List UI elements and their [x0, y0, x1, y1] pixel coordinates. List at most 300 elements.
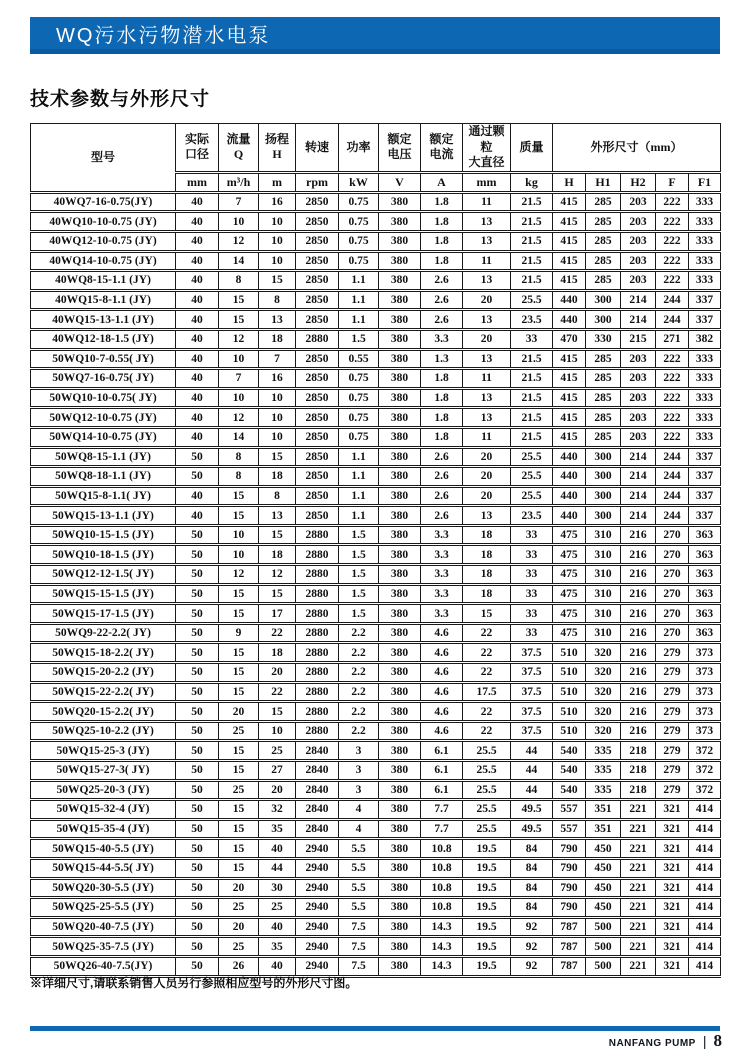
value-cell: 12 [219, 231, 259, 251]
value-cell: 0.75 [339, 251, 379, 271]
value-cell: 8 [219, 271, 259, 291]
value-cell: 2.2 [339, 663, 379, 683]
value-cell: 50 [176, 623, 219, 643]
value-cell: 470 [553, 329, 586, 349]
value-cell: 18 [463, 584, 511, 604]
table-row [31, 623, 721, 643]
value-cell: 20 [259, 780, 296, 800]
model-cell: 50WQ15-13-1.1 (JY) [31, 506, 176, 526]
value-cell: 25.5 [463, 780, 511, 800]
value-cell: 351 [586, 819, 621, 839]
value-cell: 310 [586, 565, 621, 585]
table-row [31, 682, 721, 702]
table-row [31, 839, 721, 859]
value-cell: 21.5 [511, 369, 553, 389]
value-cell: 216 [621, 565, 656, 585]
value-cell: 203 [621, 231, 656, 251]
value-cell: 285 [586, 369, 621, 389]
value-cell: 415 [553, 427, 586, 447]
value-cell: 25.5 [511, 486, 553, 506]
value-cell: 321 [656, 878, 689, 898]
value-cell: 8 [259, 290, 296, 310]
value-cell: 13 [463, 349, 511, 369]
value-cell: 380 [379, 506, 421, 526]
value-cell: 44 [511, 780, 553, 800]
page-header-banner [30, 17, 720, 54]
value-cell: 4 [339, 819, 379, 839]
model-cell: 50WQ26-40-7.5(JY) [31, 956, 176, 976]
value-cell: 3.3 [421, 584, 463, 604]
value-cell: 15 [259, 584, 296, 604]
value-cell: 17.5 [463, 682, 511, 702]
value-cell: 215 [621, 329, 656, 349]
value-cell: 0.75 [339, 192, 379, 212]
value-cell: 21.5 [511, 231, 553, 251]
value-cell: 20 [463, 447, 511, 467]
value-cell: 475 [553, 565, 586, 585]
value-cell: 18 [259, 329, 296, 349]
value-cell: 15 [259, 447, 296, 467]
value-cell: 14 [219, 427, 259, 447]
value-cell: 203 [621, 192, 656, 212]
value-cell: 25.5 [511, 447, 553, 467]
table-row [31, 408, 721, 428]
value-cell: 21.5 [511, 271, 553, 291]
value-cell: 11 [463, 192, 511, 212]
value-cell: 23.5 [511, 310, 553, 330]
model-cell: 50WQ10-7-0.55( JY) [31, 349, 176, 369]
value-cell: 380 [379, 800, 421, 820]
value-cell: 15 [463, 604, 511, 624]
value-cell: 285 [586, 349, 621, 369]
value-cell: 2.6 [421, 447, 463, 467]
footnote: ※详细尺寸,请联系销售人员另行参照相应型号的外形尺寸图。 [30, 976, 358, 990]
table-row [31, 702, 721, 722]
value-cell: 40 [176, 310, 219, 330]
value-cell: 22 [259, 623, 296, 643]
value-cell: 279 [656, 780, 689, 800]
value-cell: 221 [621, 800, 656, 820]
value-cell: 25.5 [463, 819, 511, 839]
value-cell: 1.1 [339, 271, 379, 291]
value-cell: 10 [219, 388, 259, 408]
value-cell: 380 [379, 819, 421, 839]
value-cell: 40 [176, 388, 219, 408]
value-cell: 44 [511, 741, 553, 761]
value-cell: 2940 [296, 917, 339, 937]
value-cell: 15 [219, 663, 259, 683]
value-cell: 244 [656, 506, 689, 526]
value-cell: 221 [621, 878, 656, 898]
value-cell: 0.75 [339, 408, 379, 428]
value-cell: 380 [379, 447, 421, 467]
value-cell: 380 [379, 329, 421, 349]
value-cell: 790 [553, 878, 586, 898]
value-cell: 510 [553, 702, 586, 722]
value-cell: 203 [621, 388, 656, 408]
value-cell: 1.8 [421, 192, 463, 212]
value-cell: 5.5 [339, 858, 379, 878]
value-cell: 21.5 [511, 388, 553, 408]
value-cell: 218 [621, 780, 656, 800]
column-header: 转速 [296, 124, 339, 173]
value-cell: 221 [621, 937, 656, 957]
value-cell: 19.5 [463, 898, 511, 918]
value-cell: 2850 [296, 467, 339, 487]
value-cell: 49.5 [511, 800, 553, 820]
model-cell: 40WQ7-16-0.75(JY) [31, 192, 176, 212]
value-cell: 380 [379, 604, 421, 624]
value-cell: 221 [621, 956, 656, 976]
value-cell: 18 [259, 545, 296, 565]
table-row [31, 310, 721, 330]
value-cell: 414 [689, 937, 721, 957]
value-cell: 2850 [296, 486, 339, 506]
value-cell: 50 [176, 525, 219, 545]
value-cell: 8 [259, 486, 296, 506]
value-cell: 13 [259, 506, 296, 526]
value-cell: 50 [176, 663, 219, 683]
value-cell: 2840 [296, 780, 339, 800]
value-cell: 4.6 [421, 643, 463, 663]
value-cell: 3.3 [421, 545, 463, 565]
value-cell: 216 [621, 682, 656, 702]
value-cell: 1.1 [339, 290, 379, 310]
value-cell: 13 [463, 231, 511, 251]
column-unit: kg [511, 172, 553, 192]
value-cell: 380 [379, 486, 421, 506]
value-cell: 50 [176, 956, 219, 976]
value-cell: 218 [621, 761, 656, 781]
table-row [31, 251, 721, 271]
value-cell: 25.5 [511, 467, 553, 487]
value-cell: 510 [553, 721, 586, 741]
value-cell: 333 [689, 251, 721, 271]
value-cell: 2840 [296, 800, 339, 820]
value-cell: 244 [656, 447, 689, 467]
value-cell: 221 [621, 898, 656, 918]
value-cell: 285 [586, 427, 621, 447]
value-cell: 18 [463, 545, 511, 565]
value-cell: 10 [219, 212, 259, 232]
value-cell: 321 [656, 839, 689, 859]
value-cell: 15 [219, 682, 259, 702]
value-cell: 203 [621, 251, 656, 271]
value-cell: 337 [689, 447, 721, 467]
value-cell: 12 [259, 565, 296, 585]
value-cell: 440 [553, 486, 586, 506]
value-cell: 0.75 [339, 231, 379, 251]
column-header: 扬程 H [259, 124, 296, 173]
value-cell: 500 [586, 937, 621, 957]
value-cell: 310 [586, 623, 621, 643]
value-cell: 50 [176, 761, 219, 781]
value-cell: 20 [463, 290, 511, 310]
value-cell: 25 [259, 741, 296, 761]
value-cell: 414 [689, 898, 721, 918]
value-cell: 2880 [296, 721, 339, 741]
value-cell: 216 [621, 702, 656, 722]
model-cell: 50WQ20-15-2.2( JY) [31, 702, 176, 722]
model-cell: 50WQ14-10-0.75 (JY) [31, 427, 176, 447]
model-cell: 50WQ15-17-1.5 (JY) [31, 604, 176, 624]
value-cell: 380 [379, 956, 421, 976]
value-cell: 2850 [296, 388, 339, 408]
value-cell: 203 [621, 349, 656, 369]
value-cell: 33 [511, 623, 553, 643]
value-cell: 540 [553, 761, 586, 781]
table-row [31, 937, 721, 957]
value-cell: 2850 [296, 447, 339, 467]
value-cell: 557 [553, 800, 586, 820]
spec-table [30, 123, 721, 978]
value-cell: 214 [621, 467, 656, 487]
value-cell: 450 [586, 858, 621, 878]
value-cell: 50 [176, 800, 219, 820]
column-header: 流量 Q [219, 124, 259, 173]
value-cell: 12 [219, 565, 259, 585]
value-cell: 40 [259, 917, 296, 937]
value-cell: 321 [656, 917, 689, 937]
value-cell: 40 [176, 329, 219, 349]
value-cell: 333 [689, 212, 721, 232]
value-cell: 12 [219, 329, 259, 349]
value-cell: 2850 [296, 349, 339, 369]
value-cell: 222 [656, 212, 689, 232]
dimension-column-header: H2 [621, 172, 656, 192]
value-cell: 40 [176, 290, 219, 310]
value-cell: 6.1 [421, 761, 463, 781]
value-cell: 510 [553, 663, 586, 683]
value-cell: 380 [379, 702, 421, 722]
value-cell: 4.6 [421, 702, 463, 722]
value-cell: 7 [219, 192, 259, 212]
model-cell: 50WQ7-16-0.75( JY) [31, 369, 176, 389]
value-cell: 2940 [296, 839, 339, 859]
value-cell: 10 [259, 721, 296, 741]
value-cell: 27 [259, 761, 296, 781]
value-cell: 40 [176, 506, 219, 526]
value-cell: 1.8 [421, 369, 463, 389]
value-cell: 2850 [296, 212, 339, 232]
value-cell: 44 [259, 858, 296, 878]
value-cell: 10.8 [421, 839, 463, 859]
value-cell: 373 [689, 663, 721, 683]
value-cell: 1.1 [339, 486, 379, 506]
value-cell: 18 [463, 565, 511, 585]
value-cell: 15 [219, 800, 259, 820]
value-cell: 218 [621, 741, 656, 761]
value-cell: 2880 [296, 702, 339, 722]
value-cell: 300 [586, 310, 621, 330]
value-cell: 321 [656, 898, 689, 918]
value-cell: 2850 [296, 427, 339, 447]
footer-separator: | [702, 1033, 707, 1049]
value-cell: 33 [511, 525, 553, 545]
value-cell: 214 [621, 447, 656, 467]
value-cell: 84 [511, 878, 553, 898]
value-cell: 10 [259, 231, 296, 251]
value-cell: 333 [689, 192, 721, 212]
value-cell: 50 [176, 643, 219, 663]
value-cell: 1.8 [421, 251, 463, 271]
value-cell: 10 [259, 251, 296, 271]
value-cell: 22 [259, 682, 296, 702]
value-cell: 244 [656, 290, 689, 310]
value-cell: 50 [176, 878, 219, 898]
model-cell: 50WQ10-10-0.75( JY) [31, 388, 176, 408]
value-cell: 15 [219, 741, 259, 761]
value-cell: 15 [219, 839, 259, 859]
column-unit: mm [463, 172, 511, 192]
value-cell: 337 [689, 467, 721, 487]
model-cell: 50WQ20-30-5.5 (JY) [31, 878, 176, 898]
table-row [31, 878, 721, 898]
value-cell: 11 [463, 251, 511, 271]
value-cell: 14.3 [421, 937, 463, 957]
value-cell: 2880 [296, 623, 339, 643]
value-cell: 380 [379, 721, 421, 741]
value-cell: 2.6 [421, 486, 463, 506]
value-cell: 3 [339, 780, 379, 800]
value-cell: 372 [689, 780, 721, 800]
model-cell: 50WQ8-18-1.1 (JY) [31, 467, 176, 487]
value-cell: 13 [463, 212, 511, 232]
value-cell: 9 [219, 623, 259, 643]
value-cell: 4.6 [421, 682, 463, 702]
value-cell: 92 [511, 917, 553, 937]
value-cell: 40 [176, 349, 219, 369]
value-cell: 49.5 [511, 819, 553, 839]
value-cell: 380 [379, 271, 421, 291]
value-cell: 7 [219, 369, 259, 389]
value-cell: 10.8 [421, 878, 463, 898]
value-cell: 380 [379, 388, 421, 408]
value-cell: 2.2 [339, 702, 379, 722]
value-cell: 25 [219, 721, 259, 741]
value-cell: 244 [656, 486, 689, 506]
value-cell: 333 [689, 388, 721, 408]
value-cell: 2880 [296, 643, 339, 663]
model-cell: 50WQ15-32-4 (JY) [31, 800, 176, 820]
value-cell: 2880 [296, 329, 339, 349]
model-cell: 40WQ8-15-1.1 (JY) [31, 271, 176, 291]
value-cell: 17 [259, 604, 296, 624]
value-cell: 2940 [296, 898, 339, 918]
value-cell: 3.3 [421, 329, 463, 349]
column-header: 通过颗粒 大直径 [463, 124, 511, 173]
table-row [31, 447, 721, 467]
value-cell: 11 [463, 427, 511, 447]
value-cell: 285 [586, 271, 621, 291]
value-cell: 25 [219, 898, 259, 918]
value-cell: 0.75 [339, 212, 379, 232]
value-cell: 10 [259, 212, 296, 232]
value-cell: 380 [379, 584, 421, 604]
value-cell: 221 [621, 917, 656, 937]
value-cell: 2850 [296, 369, 339, 389]
value-cell: 10.8 [421, 898, 463, 918]
value-cell: 50 [176, 858, 219, 878]
value-cell: 330 [586, 329, 621, 349]
value-cell: 214 [621, 290, 656, 310]
value-cell: 1.8 [421, 212, 463, 232]
value-cell: 2940 [296, 956, 339, 976]
value-cell: 279 [656, 702, 689, 722]
value-cell: 222 [656, 427, 689, 447]
value-cell: 285 [586, 251, 621, 271]
value-cell: 285 [586, 388, 621, 408]
model-cell: 40WQ15-13-1.1 (JY) [31, 310, 176, 330]
value-cell: 33 [511, 545, 553, 565]
spec-table-header [31, 124, 721, 193]
value-cell: 1.1 [339, 447, 379, 467]
value-cell: 285 [586, 408, 621, 428]
value-cell: 7.5 [339, 956, 379, 976]
value-cell: 50 [176, 682, 219, 702]
value-cell: 372 [689, 741, 721, 761]
value-cell: 221 [621, 819, 656, 839]
footer-branding [609, 1031, 722, 1051]
value-cell: 2880 [296, 604, 339, 624]
value-cell: 50 [176, 819, 219, 839]
value-cell: 321 [656, 956, 689, 976]
model-cell: 40WQ10-10-0.75 (JY) [31, 212, 176, 232]
value-cell: 279 [656, 721, 689, 741]
value-cell: 500 [586, 956, 621, 976]
value-cell: 50 [176, 780, 219, 800]
value-cell: 414 [689, 839, 721, 859]
value-cell: 10 [219, 349, 259, 369]
model-cell: 50WQ10-18-1.5 (JY) [31, 545, 176, 565]
table-row [31, 741, 721, 761]
value-cell: 337 [689, 310, 721, 330]
value-cell: 50 [176, 839, 219, 859]
value-cell: 2880 [296, 545, 339, 565]
value-cell: 300 [586, 467, 621, 487]
value-cell: 320 [586, 643, 621, 663]
value-cell: 50 [176, 447, 219, 467]
table-row [31, 427, 721, 447]
model-cell: 50WQ15-25-3 (JY) [31, 741, 176, 761]
value-cell: 3.3 [421, 604, 463, 624]
table-row [31, 369, 721, 389]
value-cell: 373 [689, 702, 721, 722]
value-cell: 2880 [296, 584, 339, 604]
value-cell: 380 [379, 937, 421, 957]
column-header: 质量 [511, 124, 553, 173]
value-cell: 21.5 [511, 427, 553, 447]
value-cell: 2.2 [339, 643, 379, 663]
value-cell: 84 [511, 839, 553, 859]
value-cell: 787 [553, 937, 586, 957]
table-row [31, 604, 721, 624]
value-cell: 13 [259, 310, 296, 330]
value-cell: 2850 [296, 271, 339, 291]
value-cell: 1.1 [339, 467, 379, 487]
value-cell: 22 [463, 663, 511, 683]
value-cell: 14.3 [421, 956, 463, 976]
value-cell: 19.5 [463, 917, 511, 937]
value-cell: 1.5 [339, 525, 379, 545]
value-cell: 222 [656, 251, 689, 271]
value-cell: 351 [586, 800, 621, 820]
model-cell: 50WQ8-15-1.1 (JY) [31, 447, 176, 467]
value-cell: 214 [621, 486, 656, 506]
value-cell: 380 [379, 565, 421, 585]
value-cell: 2880 [296, 663, 339, 683]
value-cell: 335 [586, 741, 621, 761]
